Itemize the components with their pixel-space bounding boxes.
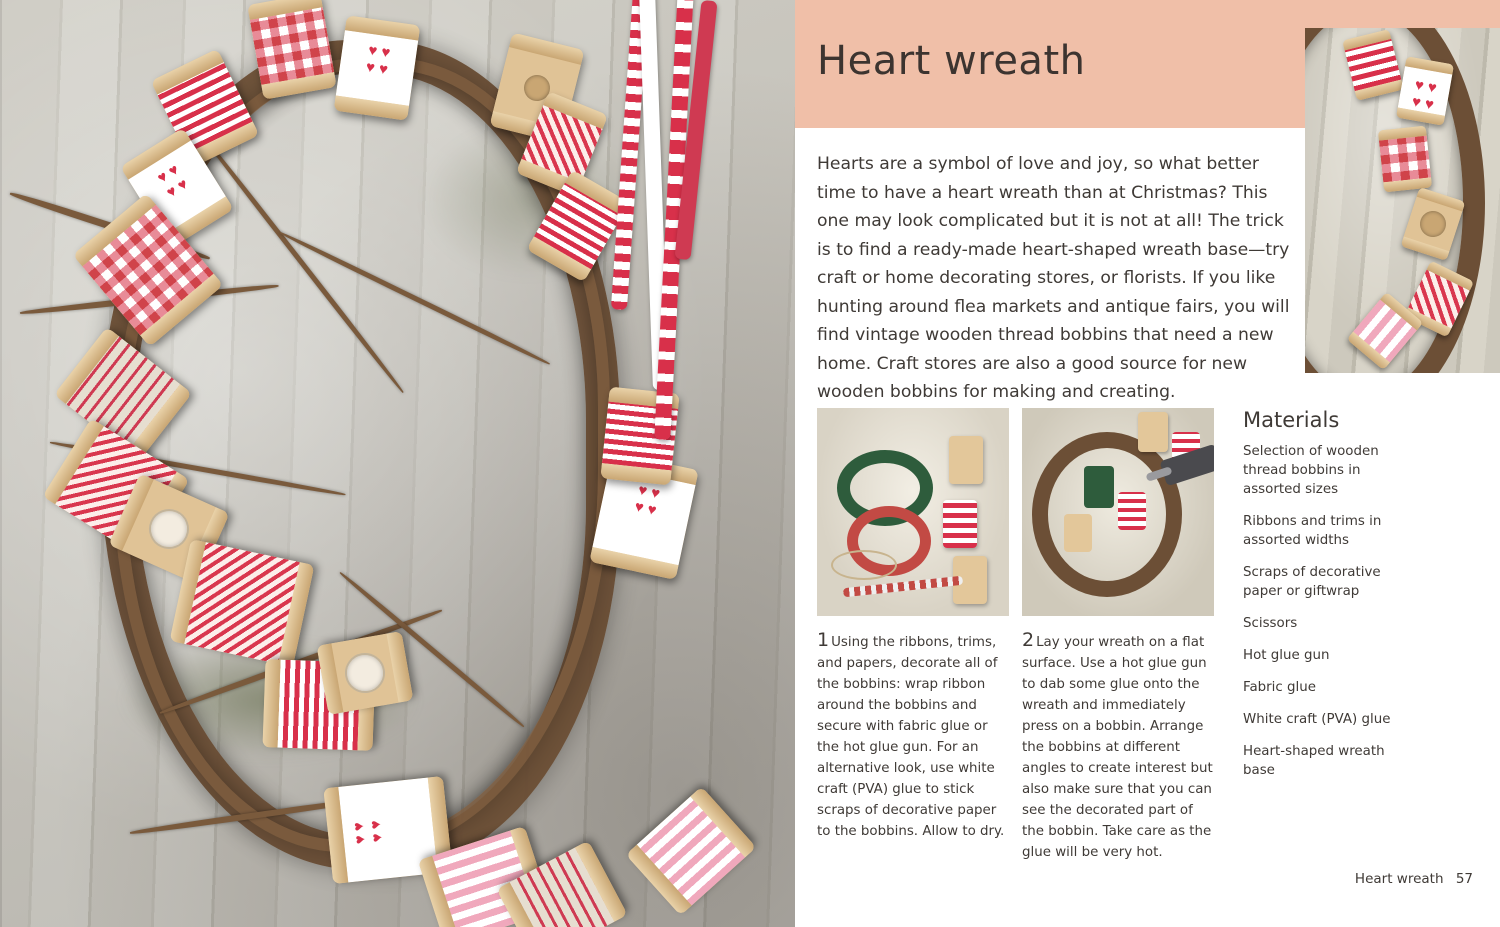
hanging-ribbons <box>600 0 730 460</box>
thread-loop <box>831 550 897 580</box>
step-1-text: Using the ribbons, trims, and papers, decorate all of the bobbins: wrap ribbon around the bobbins and secure with fabric glue or the hot glue gun. For an alternative look, use white craft (PVA) glue to stick scraps of decorative paper to the bobbins. Allow to dry. <box>817 635 1005 839</box>
material-item: Fabric glue <box>1243 680 1316 695</box>
material-item: Heart-shaped wreath base <box>1243 744 1385 778</box>
step-2-photo <box>1022 408 1214 616</box>
vine-wreath <box>1032 432 1182 597</box>
step-1-photo <box>817 408 1009 616</box>
bobbin <box>1118 492 1146 530</box>
material-item: Scissors <box>1243 616 1298 631</box>
step-2-number: 2 <box>1022 629 1035 651</box>
intro-paragraph: Hearts are a symbol of love and joy, so what better time to have a heart wreath than at Christmas? This one may look complicated but it is not at all! The trick is to find a ready-made heart-shaped wreath base—try craft or home decorating stores, or florists. If you like hunting around flea markets and antique fairs, you will find vintage wooden thread bobbins that need a new home. Craft stores are also a good source for new wooden bobbins for making and creating. <box>817 154 1290 402</box>
material-item: White craft (PVA) glue <box>1243 712 1391 727</box>
bobbin <box>334 15 421 120</box>
material-item: Ribbons and trims in assorted widths <box>1243 514 1382 548</box>
materials-list <box>1243 442 1393 780</box>
bobbin <box>247 0 337 100</box>
corner-detail-photo <box>1305 28 1500 373</box>
material-item: Scraps of decorative paper or giftwrap <box>1243 565 1381 599</box>
bobbin-with-label <box>317 631 414 715</box>
bobbin <box>949 436 983 484</box>
step-photo-row <box>817 408 1214 616</box>
page-title: Heart wreath <box>817 38 1086 84</box>
step-1 <box>817 630 1009 863</box>
bobbin <box>1378 126 1432 193</box>
step-text-row <box>817 630 1214 863</box>
page-number: 57 <box>1455 871 1473 887</box>
materials-heading: Materials <box>1243 408 1340 432</box>
bobbin <box>1138 412 1168 452</box>
materials-panel <box>1243 408 1393 793</box>
bobbin <box>943 500 977 548</box>
folio-label: Heart wreath <box>1354 871 1444 887</box>
text-page <box>795 0 1500 927</box>
material-item: Hot glue gun <box>1243 648 1330 663</box>
bobbin <box>1084 466 1114 508</box>
material-item: Selection of wooden thread bobbins in assorted sizes <box>1243 444 1379 497</box>
step-2 <box>1022 630 1214 863</box>
folio <box>1355 871 1473 887</box>
step-1-number: 1 <box>817 629 830 651</box>
bobbin <box>1064 514 1092 552</box>
step-2-text: Lay your wreath on a flat surface. Use a hot glue gun to dab some glue onto the wreath and immediately press on a bobbin. Arrange the bobbins at different angles to create interest but also make sure that you can see the decorated part of the bobbin. Take care as the glue will be very hot. <box>1022 635 1213 860</box>
